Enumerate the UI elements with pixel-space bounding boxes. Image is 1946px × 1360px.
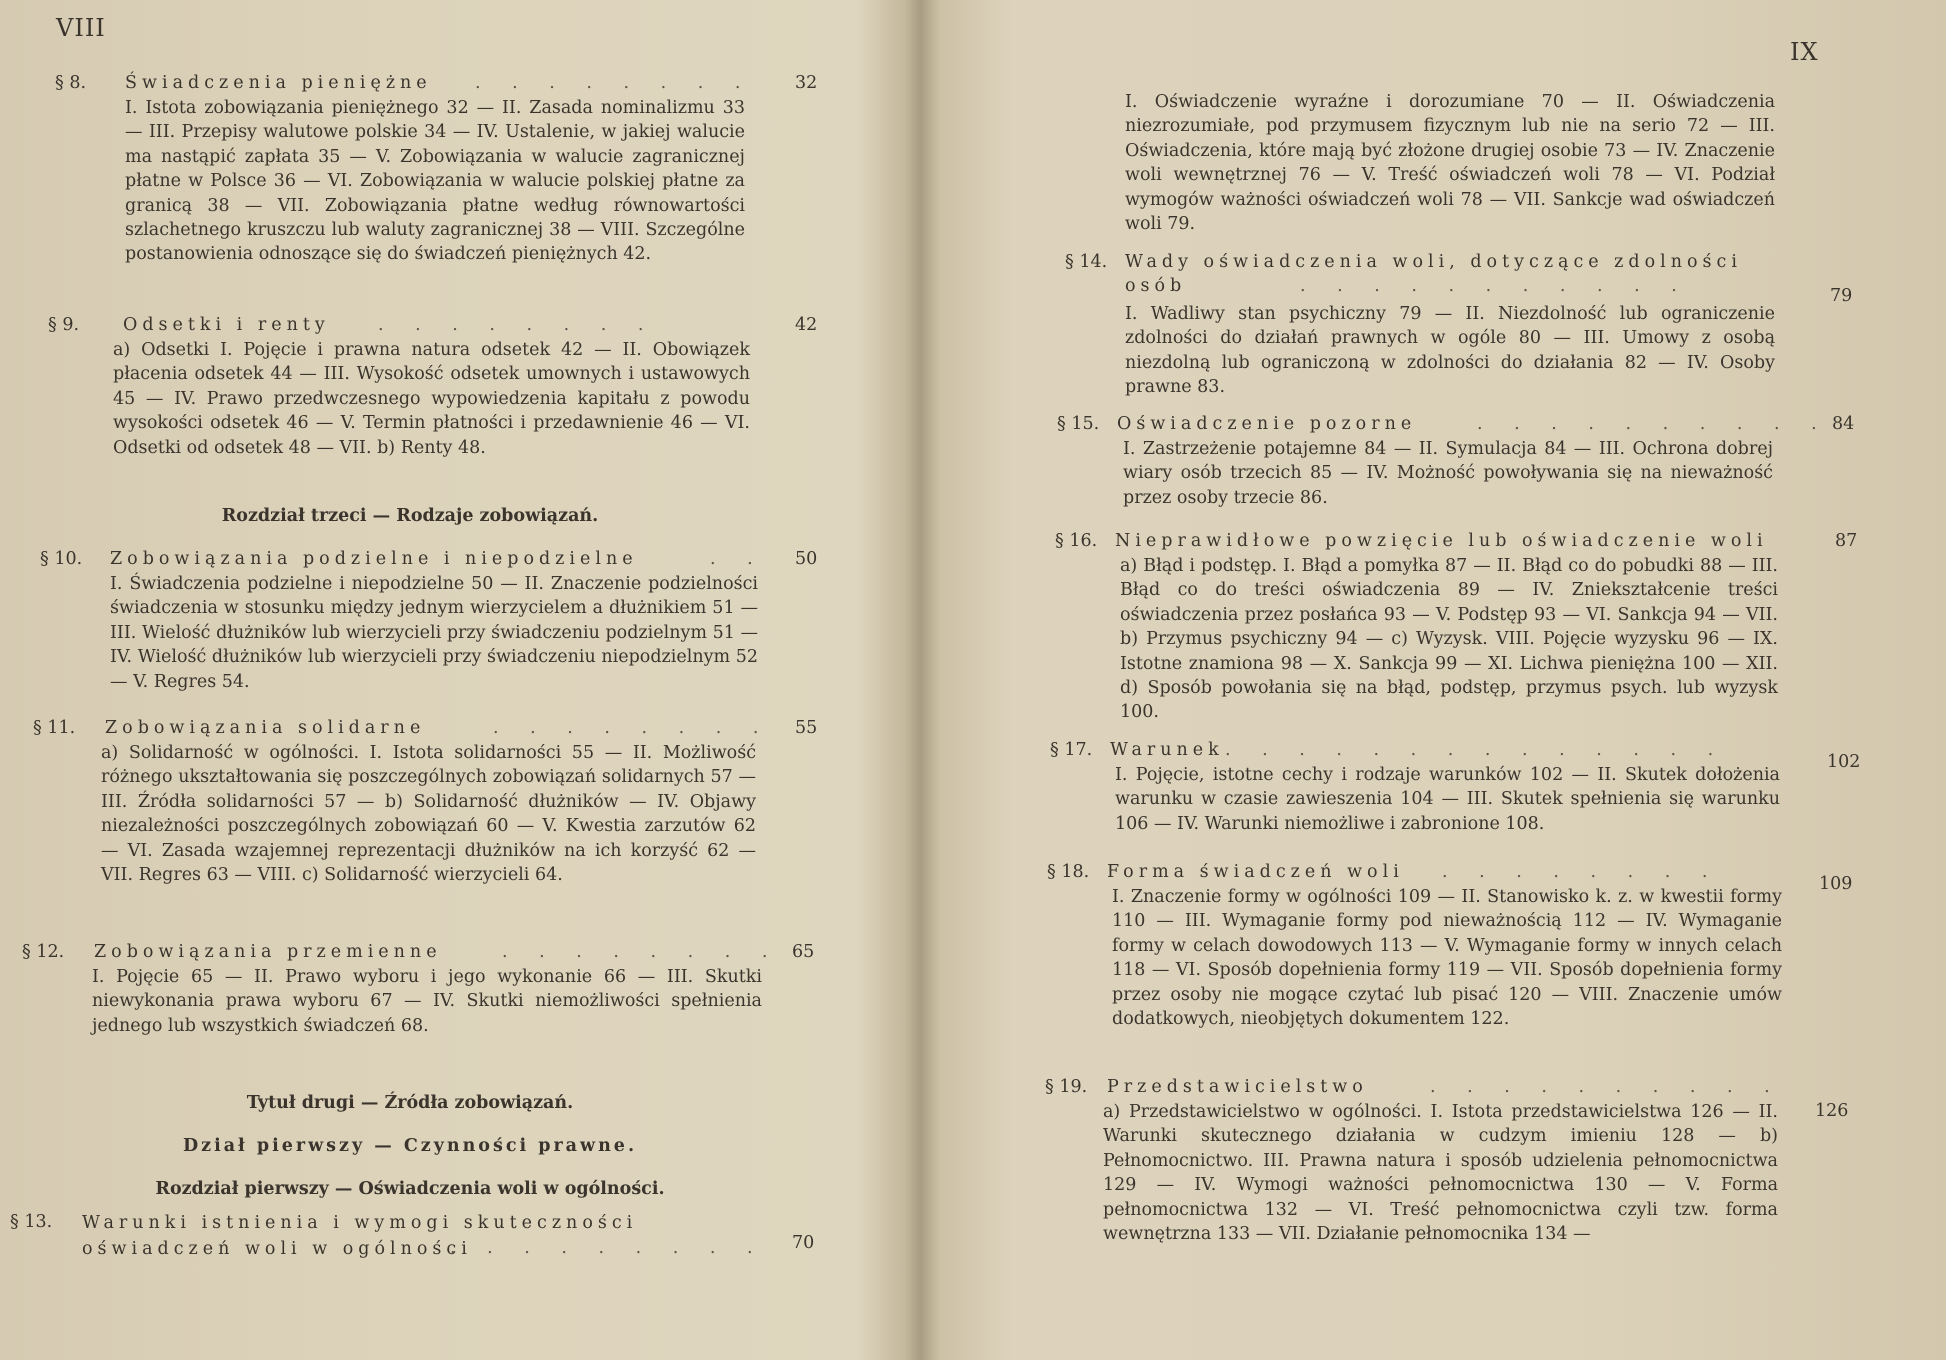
leader-dots: . . . . . . . .	[475, 73, 754, 93]
toc-entry	[1050, 738, 1887, 836]
chapter-heading: Rozdział pierwszy — Oświadczenia woli w ogólności.	[155, 1179, 665, 1199]
page-number: 55	[795, 718, 818, 738]
section-title: Warunek	[1110, 740, 1224, 760]
leader-dots: . . . . . . . .	[378, 315, 657, 335]
leader-dots: . . . . . . . .	[493, 718, 772, 738]
toc-entry	[1055, 529, 1887, 725]
section-title: Zobowiązania solidarne	[105, 718, 426, 738]
page-number: 50	[795, 549, 818, 569]
section-number: § 12.	[22, 942, 65, 962]
section-number: § 14.	[1065, 252, 1108, 272]
leader-dots: . . . . . . . . . . .	[1300, 276, 1690, 296]
section-contents: a) Odsetki I. Pojęcie i prawna natura odsetek 42 — II. Obowiązek płacenia odsetek 44 — III. Wysokość odsetek umownych i ustawowych 45 — IV. Prawo przedwczesnego wypowiedzenia kapitału z powodu wysokości odsetek 46 — V. Termin płatności i przedawnienie 46 — VI. Odsetki od odsetek 48 — VII. b) Renty 48.	[113, 340, 750, 458]
title-heading: Tytuł drugi — Źródła zobowiązań.	[246, 1093, 574, 1113]
section-number: § 18.	[1047, 862, 1090, 882]
page-number: 70	[792, 1233, 815, 1253]
page-number: 102	[1827, 752, 1861, 772]
toc-entry	[1057, 412, 1887, 510]
section-number: § 13.	[10, 1212, 53, 1232]
leader-dots: . .	[710, 549, 766, 569]
page-number: 87	[1835, 531, 1858, 551]
toc-entry	[10, 1210, 825, 1259]
section-contents: I. Oświadczenie wyraźne i dorozumiane 70 — II. Oświadczenia niezrozumiałe, pod przymusem fizycznym lub nie na serio 72 — III. Oświadczenia, które mają być złożone drugiej osobie 73 — IV. Znaczenie woli wewnętrznej 76 — V. Treść oświadczeń woli 78 — VI. Podział wymogów ważności oświadczeń woli 78 — VII. Sankcje wad oświadczeń woli 79.	[1125, 92, 1775, 235]
section-number: § 8.	[55, 73, 87, 93]
toc-entry-continued	[1125, 90, 1805, 236]
section-contents: I. Świadczenia podzielne i niepodzielne 50 — II. Znaczenie podzielności świadczenia w stosunku między jednym wierzycielem a dłużnikiem 51 — III. Wielość dłużników lub wierzycieli przy świadczeniu podzielnym 51 — IV. Wielość dłużników lub wierzycieli przy świadczeniu niepodzielnym 52 — V. Regres 54.	[110, 574, 758, 692]
leader-dots: . . . . . . . . .	[450, 1238, 766, 1258]
section-title: Forma świadczeń woli	[1107, 862, 1404, 882]
leader-dots: . . . . . . . . . . . . . .	[1225, 740, 1727, 760]
toc-entry	[22, 940, 825, 1038]
page-number: 79	[1830, 286, 1853, 306]
section-title: Warunki istnienia i wymogi skuteczności oświadczeń woli w ogólności	[82, 1213, 638, 1259]
leader-dots: . . . . . . . . . .	[1477, 414, 1830, 434]
page-number: 42	[795, 315, 818, 335]
leader-dots: . . . . . . . .	[502, 942, 781, 962]
page-number: 84	[1832, 414, 1855, 434]
section-title: Zobowiązania przemienne	[94, 942, 442, 962]
division-heading: Dział pierwszy — Czynności prawne.	[182, 1136, 638, 1156]
section-contents: I. Zastrzeżenie potajemne 84 — II. Symulacja 84 — III. Ochrona dobrej wiary osób trzecich 85 — IV. Możność powoływania się na nieważność przez osoby trzecie 86.	[1123, 439, 1773, 508]
toc-entry	[55, 71, 825, 267]
page-number: 126	[1815, 1101, 1849, 1121]
section-number: § 11.	[33, 718, 76, 738]
section-contents: a) Błąd i podstęp. I. Błąd a pomyłka 87 — II. Błąd co do pobudki 88 — III. Błąd co do treści oświadczenia 89 — IV. Zniekształcenie treści oświadczenia przez posłańca 93 — V. Podstęp 93 — VI. Sankcja 94 — VII. b) Przymus psychiczny 94 — c) Wyzysk. VIII. Pojęcie wyzysku 96 — IX. Istotne znamiona 98 — X. Sankcja 99 — XI. Lichwa pieniężna 100 — XII. d) Sposób powołania się na błąd, podstęp, przymus psych. lub wyzysk 100.	[1120, 556, 1778, 723]
page-number: 65	[792, 942, 815, 962]
section-contents: I. Pojęcie 65 — II. Prawo wyboru i jego wykonanie 66 — III. Skutki niewykonania prawa wyboru 67 — IV. Skutki niemożliwości spełnienia jednego lub wszystkich świadczeń 68.	[92, 967, 762, 1036]
toc-entry	[48, 313, 825, 460]
section-title: Wady oświadczenia woli, dotyczące zdolności osób	[1125, 252, 1742, 296]
section-contents: I. Istota zobowiązania pieniężnego 32 — II. Zasada nominalizmu 33 — III. Przepisy walutowe polskie 34 — IV. Ustalenie, w jakiej walucie ma nastąpić zapłata 35 — V. Zobowiązania w walucie zagranicznej płatne w Polsce 36 — VI. Zobowiązania w walucie polskiej płatne za granicą 38 — VII. Zobowiązania płatne według równowartości szlachetnego kruszczu lub waluty zagranicznej 38 — VIII. Szczególne postanowienia odnoszące się do świadczeń pieniężnych 42.	[125, 98, 745, 265]
section-number: § 19.	[1045, 1077, 1088, 1097]
section-title: Odsetki i renty	[123, 315, 330, 335]
toc-entry	[40, 547, 825, 694]
leader-dots: . . . . . . . . . .	[1430, 1077, 1783, 1097]
section-contents: I. Pojęcie, istotne cechy i rodzaje warunków 102 — II. Skutek dołożenia warunku w czasie zawieszenia 104 — III. Skutek spełnienia się warunku 106 — IV. Warunki niemożliwe i zabronione 108.	[1115, 765, 1780, 834]
section-contents: I. Wadliwy stan psychiczny 79 — II. Niezdolność lub ograniczenie zdolności do działań prawnych w ogóle 80 — III. Umowy z osobą niezdolną lub ograniczoną w zdolności do działania 82 — IV. Osoby prawne 83.	[1125, 304, 1775, 398]
page-folio: IX	[1790, 38, 1819, 66]
toc-entry	[1065, 250, 1887, 398]
section-title: Nieprawidłowe powzięcie lub oświadczenie woli	[1115, 531, 1768, 551]
section-contents: a) Przedstawicielstwo w ogólności. I. Istota przedstawicielstwa 126 — II. Warunki skutecznego działania w cudzym imieniu 128 — b) Pełnomocnictwo. III. Prawna natura i sposób udzielenia pełnomocnictwa 129 — IV. Wymogi ważności pełnomocnictwa 130 — V. Forma pełnomocnictwa 132 — VI. Treść pełnomocnictwa czyli tzw. forma wewnętrzna 133 — VII. Działanie pełnomocnika 134 —	[1103, 1102, 1778, 1245]
page-number: 109	[1819, 874, 1853, 894]
section-number: § 17.	[1050, 740, 1093, 760]
section-number: § 15.	[1057, 414, 1100, 434]
toc-entry	[1047, 860, 1887, 1031]
section-number: § 16.	[1055, 531, 1098, 551]
left-page	[0, 0, 905, 1360]
section-contents: a) Solidarność w ogólności. I. Istota solidarności 55 — II. Możliwość różnego ukształtowania się poszczególnych zobowiązań solidarnych 57 — III. Źródła solidarności 57 — b) Solidarność dłużników — IV. Objawy niezależności poszczególnych zobowiązań 60 — V. Kwestia zarzutów 62 — VI. Zasada wzajemnej reprezentacji dłużników na ich korzyść 62 — VII. Regres 63 — VIII. c) Solidarność wierzycieli 64.	[101, 743, 756, 886]
leader-dots: . . . . . . . .	[1442, 862, 1721, 882]
page-number: 32	[795, 73, 818, 93]
right-page	[1035, 0, 1946, 1360]
section-title: Świadczenia pieniężne	[125, 73, 432, 93]
section-title: Przedstawicielstwo	[1107, 1077, 1368, 1097]
section-title: Zobowiązania podzielne i niepodzielne	[110, 549, 638, 569]
toc-entry	[1045, 1075, 1887, 1246]
section-number: § 10.	[40, 549, 83, 569]
section-title: Oświadczenie pozorne	[1117, 414, 1417, 434]
toc-entry	[33, 716, 825, 887]
section-contents: I. Znaczenie formy w ogólności 109 — II. Stanowisko k. z. w kwestii formy 110 — III. Wymaganie formy pod nieważnością 112 — IV. Wymaganie formy w celach dowodowych 113 — V. Wymaganie formy w innych celach 118 — VI. Sposób dopełnienia formy 119 — VII. Sposób dopełnienia formy przez osoby nie mogące czytać lub pisać 120 — VIII. Znaczenie umów dodatkowych, nieobjętych dokumentem 122.	[1112, 887, 1782, 1030]
section-number: § 9.	[48, 315, 80, 335]
chapter-heading: Rozdział trzeci — Rodzaje zobowiązań.	[221, 506, 599, 526]
page-folio: VIII	[56, 14, 106, 42]
